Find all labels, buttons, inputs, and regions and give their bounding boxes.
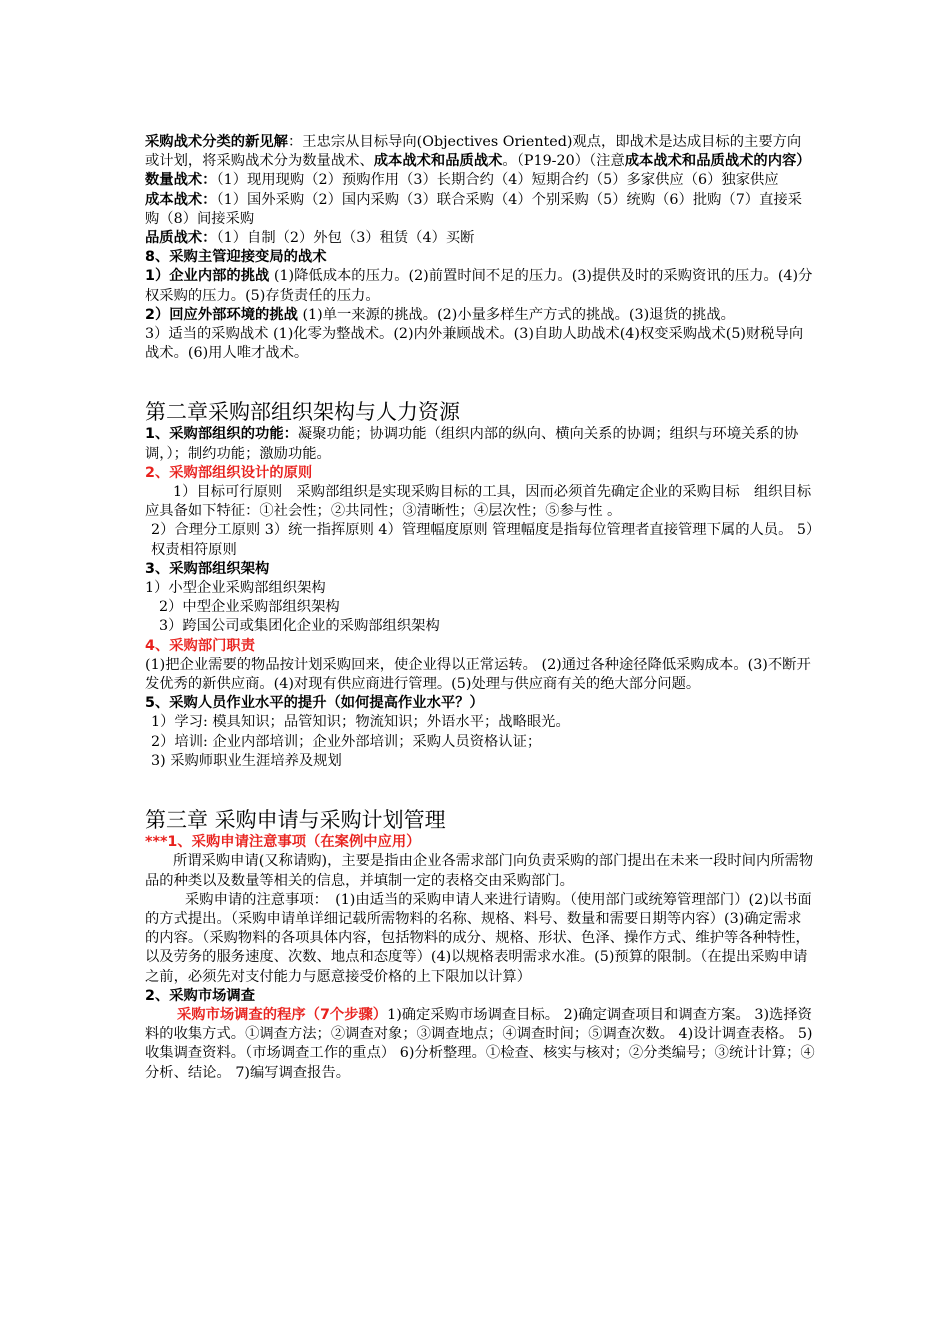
ch2-item5-title: 5、采购人员作业水平的提升（如何提高作业水平？） xyxy=(145,695,484,712)
item8-tactics: 3）适当的采购战术 (1)化零为整战术。(2)内外兼顾战术。(3)自助人助战术(4)权变采购战术(5)财税导向战术。(6)用人唯才战术。 xyxy=(145,326,804,362)
item8-internal-label: 1）企业内部的挑战 xyxy=(145,268,270,285)
intro-colon: ： xyxy=(287,134,303,150)
ch3-item1-title: ***1、采购申请注意事项（在案例中应用） xyxy=(145,834,421,851)
ch2-item4-text: (1)把企业需要的物品按计划采购回来，使企业得以正常运转。 (2)通过各种途径降低采购成本。(3)不断开发优秀的新供应商。(4)对现有供应商进行管理。(5)处理与供应商有关的绝大部分问题。 xyxy=(145,656,811,693)
intro-label: 采购战术分类的新见解 xyxy=(145,134,288,150)
chapter2-title: 第二章采购部组织架构与人力资源 xyxy=(145,400,460,425)
ch2-item3-c: 3）跨国公司或集团化企业的采购部组织架构 xyxy=(159,618,440,635)
ch3-item1-p1: 所谓采购申请(又称请购)，主要是指由企业各需求部门向负责采购的部门提出在未来一段时间内所需物品的种类以及数量等相关的信息，并填制一定的表格交由采购部门。 xyxy=(145,853,814,889)
ch2-item1-text: 凝聚功能；协调功能（组织内部的纵向、横向关系的协调；组织与环境关系的协调，）；制约功能；激励功能。 xyxy=(145,426,799,462)
quality-text: （1）自制（2）外包（3）租赁（4）买断 xyxy=(216,230,475,247)
ch2-item5-b: 2）培训: 企业内部培训；企业外部培训；采购人员资格认证； xyxy=(151,733,542,750)
ch3-item2-red: 采购市场调查的程序（7个步骤） xyxy=(177,1006,388,1023)
document-page xyxy=(145,133,815,1083)
tactics-intro-paragraph xyxy=(145,133,815,171)
item8-internal xyxy=(145,267,815,305)
ch2-item2-text2: 2）合理分工原则 3）统一指挥原则 4）管理幅度原则 管理幅度是指每位管理者直接管理下属的人员。 5）权责相符原则 xyxy=(151,522,814,558)
item8-external-text: (1)单一来源的挑战。(2)小量多样生产方式的挑战。(3)退货的挑战。 xyxy=(297,306,735,323)
ch3-item1-p2: 采购申请的注意事项： (1)由适当的采购申请人来进行请购。（使用部门或统筹管理部门）(2)以书面的方式提出。（采购申请单详细记载所需物料的名称、规格、料号、数量和需要日期等内容）(3)确定需求的内容。（采购物料的各项具体内容，包括物料的成分、规格、形状、色泽、操作方式、维护等各种特性，以及劳务的服务速度、次数、地点和态度等）(4)以规格表明需求水准。(5)预算的限制。（在提出采购申请之前，必须先对支付能力与愿意接受价格的上下限加以计算） xyxy=(145,891,812,985)
intro-text: 王忠宗从目标导向(Objectives Oriented)观点，即战术是达成目标的主要方向或计划，将采购战术分为数量战术、 xyxy=(145,134,802,170)
ch2-item5-c: 3) 采购师职业生涯培养及规划 xyxy=(151,752,342,769)
quantity-text: （1）现用现购（2）预购作用（3）长期合约（4）短期合约（5）多家供应（6）独家供应 xyxy=(216,172,779,189)
item8-external-label: 2）回应外部环境的挑战 xyxy=(145,306,298,323)
quality-tactics xyxy=(145,229,815,248)
ch2-item1 xyxy=(145,425,815,463)
ch3-item2-body: 1)确定采购市场调查目标。 2)确定调查项目和调查方案。 3)选择资料的收集方式。①调查方法；②调查对象；③调查地点；④调查时间；⑤调查次数。 4)设计调查表格。 5)收集调查资料。（市场调查工作的重点） 6)分析整理。①检查、核实与核对；②分类编号；③统计计算；④分析、结论。 7)编写调查报告。 xyxy=(145,1006,815,1081)
ch2-item2-text1: 1）目标可行原则 采购部组织是实现采购目标的工具，因而必须首先确定企业的采购目标 组织目标应具备如下特征：①社会性；②共同性；③清晰性；④层次性；⑤参与性 。 xyxy=(145,484,812,520)
intro-text-2: 。（P19-20）（注意 xyxy=(502,153,625,170)
chapter3-title: 第三章 采购申请与采购计划管理 xyxy=(145,808,446,833)
ch3-item2-text xyxy=(145,1006,815,1083)
ch2-item2-title: 2、采购部组织设计的原则 xyxy=(145,464,313,481)
ch2-item5-a: 1）学习: 模具知识；品管知识；物流知识；外语水平；战略眼光。 xyxy=(151,714,570,731)
intro-bold: 成本战术和品质战术 xyxy=(373,153,503,170)
quality-label: 品质战术： xyxy=(145,230,217,247)
ch2-item3-b: 2）中型企业采购部组织架构 xyxy=(159,599,340,616)
cost-tactics xyxy=(145,191,815,229)
ch3-item2-title: 2、采购市场调查 xyxy=(145,987,256,1004)
item8-title: 8、采购主管迎接变局的战术 xyxy=(145,249,327,266)
ch2-item1-label: 1、采购部组织的功能： xyxy=(145,426,298,443)
quantity-tactics xyxy=(145,171,815,190)
item8-internal-text: (1)降低成本的压力。(2)前置时间不足的压力。(3)提供及时的采购资讯的压力。(4)分权采购的压力。(5)存货责任的压力。 xyxy=(145,268,813,304)
ch2-item3-a: 1）小型企业采购部组织架构 xyxy=(145,580,326,597)
cost-label: 成本战术： xyxy=(145,191,217,208)
cost-text: （1）国外采购（2）国内采购（3）联合采购（4）个别采购（5）统购（6）批购（7）直接采购（8）间接采购 xyxy=(145,191,802,227)
intro-bold-2: 成本战术和品质战术的内容） xyxy=(624,153,811,170)
item8-external xyxy=(145,306,815,325)
ch2-item3-title: 3、采购部组织架构 xyxy=(145,560,270,577)
quantity-label: 数量战术： xyxy=(145,172,217,189)
ch2-item4-title: 4、采购部门职责 xyxy=(145,637,256,654)
